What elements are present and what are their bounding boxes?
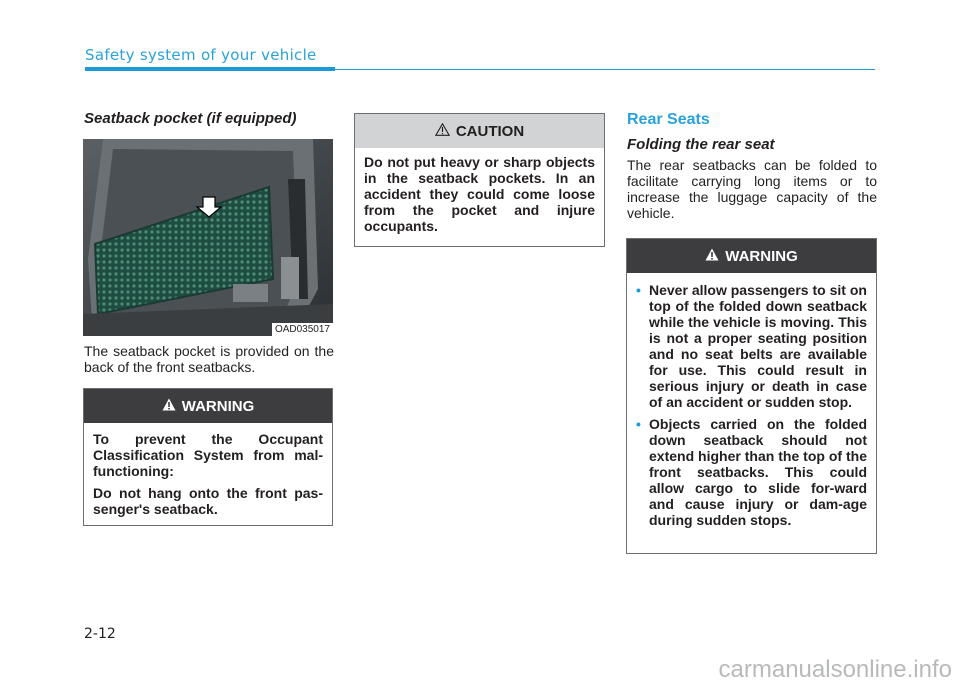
list-item: [636, 282, 867, 410]
list-item: [636, 416, 867, 528]
photo-id-label: OAD035017: [272, 323, 333, 336]
caution-box: [354, 113, 605, 247]
caution-text: Do not put heavy or sharp objects in the seatback pockets. In an accident they could come loose from the pocket and injure occupants.: [364, 154, 595, 234]
warning-triangle-icon: [705, 248, 719, 265]
warning-bullet-text: Never allow passengers to sit on top of the folded down seatback while the vehicle is moving. This is not a proper seating position and no seat belts are available for use. This could result in serious injury or death in case of an accident or sudden stop.: [649, 282, 867, 410]
page-number: 2-12: [84, 626, 116, 642]
warning-paragraph: Do not hang onto the front pas-senger's seatback.: [93, 485, 323, 517]
header-rule: [335, 69, 875, 70]
rear-seat-warning-box: [626, 238, 877, 554]
watermark: carmanualsonline.info: [718, 656, 952, 683]
warning-header: [84, 389, 332, 423]
bullet-icon: •: [636, 282, 641, 298]
warning-body: [627, 273, 876, 540]
warning-bullet-text: Objects carried on the folded down seatback should not extend higher than the top of the front seatbacks. This could allow cargo to slide for-ward and cause injury or dam-age during sudden stops.: [649, 416, 867, 528]
caution-body: [355, 148, 604, 246]
caution-label: CAUTION: [455, 122, 525, 140]
seatback-pocket-photo: [83, 139, 333, 336]
folding-description: The rear seatbacks can be folded to facilitate carrying long items or to increase the luggage capacity of the vehicle.: [627, 157, 877, 221]
seatback-pocket-description: The seatback pocket is provided on the back of the front seatbacks.: [84, 343, 334, 375]
header-title: Safety system of your vehicle: [85, 46, 317, 64]
header-accent-bar: [85, 67, 335, 71]
warning-label: WARNING: [725, 247, 798, 265]
warning-header: [627, 239, 876, 273]
warning-paragraph: To prevent the Occupant Classification System from mal-functioning:: [93, 431, 323, 479]
warning-triangle-icon: [162, 398, 176, 415]
caution-triangle-icon: [435, 123, 450, 140]
warning-list: [636, 282, 867, 528]
occupant-warning-box: [83, 388, 333, 526]
warning-body: [84, 423, 332, 529]
rear-seats-title: Rear Seats: [627, 111, 710, 128]
seatback-pocket-heading: Seatback pocket (if equipped): [84, 110, 297, 127]
caution-header: [355, 114, 604, 148]
seatback-illustration: [83, 139, 333, 336]
warning-label: WARNING: [181, 397, 255, 415]
folding-rear-seat-heading: Folding the rear seat: [627, 136, 775, 153]
bullet-icon: •: [636, 416, 641, 432]
